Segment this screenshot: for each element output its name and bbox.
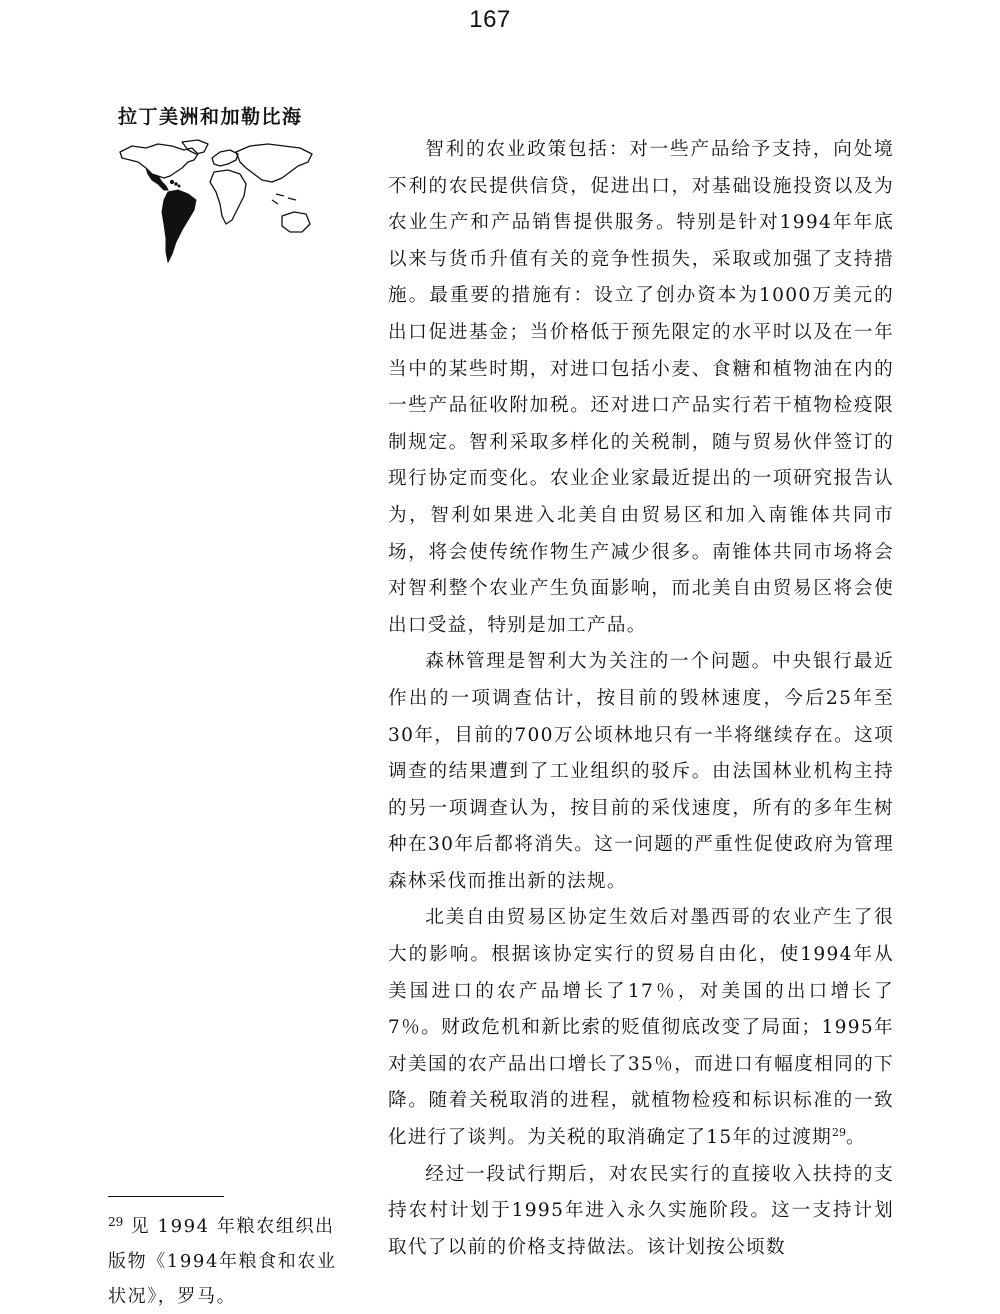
page-number: 167 xyxy=(469,6,511,33)
world-map-icon xyxy=(112,138,324,268)
paragraph-nafta-end: 。 xyxy=(846,1127,866,1149)
paragraph-chile-policy: 智利的农业政策包括：对一些产品给予支持，向处境不利的农民提供信贷，促进出口，对基础设施投资以及为农业生产和产品销售提供服务。特别是针对1994年年底以来与货币升值有关的竞争性损失，采取或加强了支持措施。最重要的措施有：设立了创办资本为1000万美元的出口促进基金；当价格低于预先限定的水平时以及在一年当中的某些时期，对进口包括小麦、食糖和植物油在内的一些产品征收附加税。还对进口产品实行若干植物检疫限制规定。智利采取多样化的关税制，随与贸易伙伴签订的现行协定而变化。农业企业家最近提出的一项研究报告认为，智利如果进入北美自由贸易区和加入南锥体共同市场，将会使传统作物生产减少很多。南锥体共同市场将会对智利整个农业产生负面影响，而北美自由贸易区将会使出口受益，特别是加工产品。 xyxy=(388,139,894,636)
footnote-reference[interactable]: 29 xyxy=(832,1126,847,1140)
footnote-divider xyxy=(108,1196,224,1197)
paragraph-forest-management: 森林管理是智利大为关注的一个问题。中央银行最近作出的一项调查估计，按目前的毁林速度，今后25年至30年，目前的700万公顷林地只有一半将继续存在。这项调查的结果遭到了工业组织的驳斥。由法国林业机构主持的另一项调查认为，按目前的采伐速度，所有的多年生树种在30年后都将消失。这一问题的严重性促使政府为管理森林采伐而推出新的法规。 xyxy=(388,651,894,892)
paragraph-rural-support: 经过一段试行期后，对农民实行的直接收入扶持的支持农村计划于1995年进入永久实施阶段。这一支持计划取代了以前的价格支持做法。该计划按公顷数 xyxy=(388,1163,894,1258)
paragraph-nafta-text: 北美自由贸易区协定生效后对墨西哥的农业产生了很大的影响。根据该协定实行的贸易自由化，使1994年从美国进口的农产品增长了17％，对美国的出口增长了7％。财政危机和新比索的贬值彻底改变了局面；1995年对美国的农产品出口增长了35％，而进口有幅度相同的下降。随着关税取消的进程，就植物检疫和标识标准的一致化进行了谈判。为关税的取消确定了15年的过渡期 xyxy=(388,907,894,1149)
footnote-number: 29 xyxy=(108,1215,124,1229)
footnote xyxy=(108,1205,338,1314)
footnote-text: 见 1994 年粮农组织出版物《1994年粮食和农业状况》，罗马。 xyxy=(108,1216,337,1307)
paragraph-nafta-mexico xyxy=(388,900,894,1156)
body-text xyxy=(388,132,894,1266)
region-title: 拉丁美洲和加勒比海 xyxy=(118,106,303,128)
